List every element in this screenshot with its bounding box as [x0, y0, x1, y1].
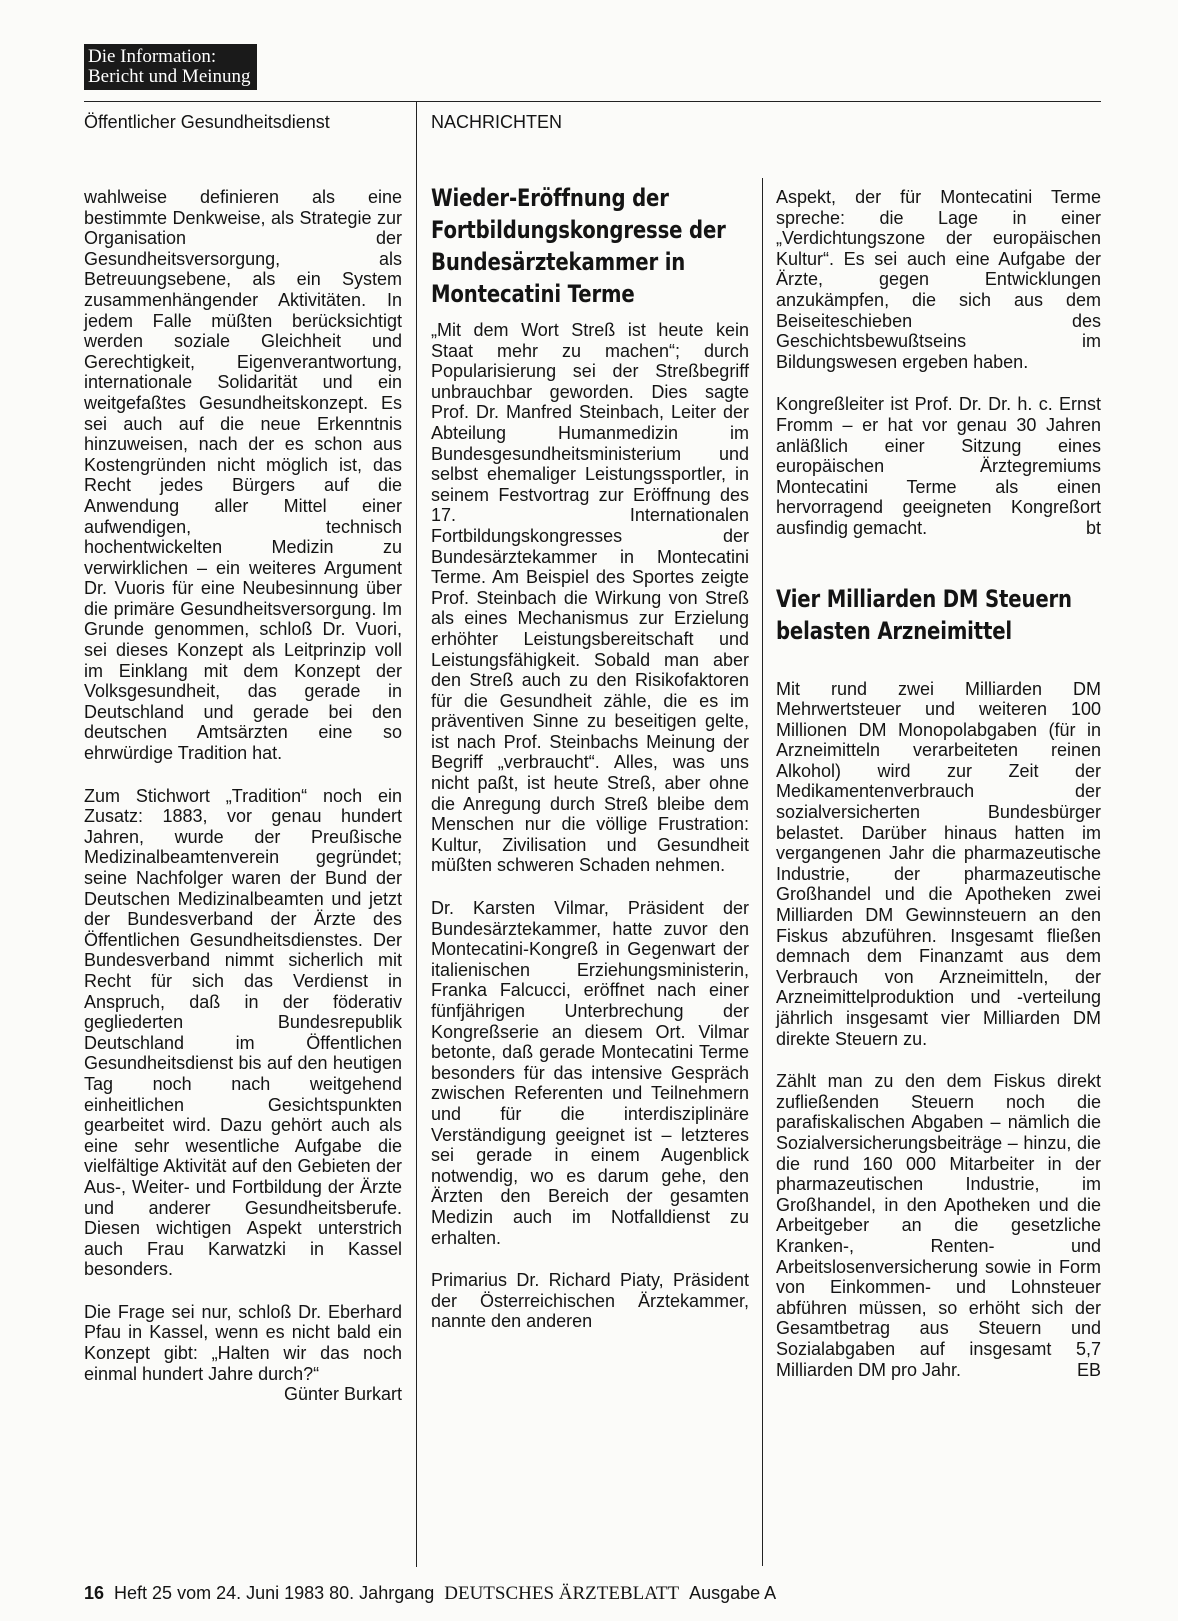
article2-signature: EB	[1076, 1359, 1101, 1380]
author-signature: Günter Burkart	[283, 1384, 402, 1405]
column-1	[84, 187, 402, 1406]
article1-paragraph-5-text: Kongreßleiter ist Prof. Dr. Dr. h. c. Ernst Fromm – er hat vor genau 30 Jahren anläßlich einer Sitzung eines europäischen Ärztegremiums Montecatini Terme als einen hervorragend geeigneten Kongreßort ausfindig gemacht.	[776, 394, 1101, 538]
article1-signature: bt	[1085, 517, 1101, 538]
masthead-line-1: Die Information:	[88, 46, 217, 67]
column-rule-2	[762, 178, 763, 1566]
article2-headline-box	[776, 583, 1101, 679]
article1-paragraph-5	[776, 394, 1101, 538]
publication-name: DEUTSCHES ÄRZTEBLATT	[444, 1583, 680, 1604]
top-rule	[84, 101, 1101, 102]
article1-paragraph-3: Primarius Dr. Richard Piaty, Präsident der Österreichischen Ärztekammer, nannte den anderen	[431, 1270, 749, 1332]
column-3	[776, 187, 1101, 1402]
column-rule-1	[416, 101, 417, 1567]
col1-paragraph-1: wahlweise definieren als eine bestimmte Denkweise, als Strategie zur Organisation der Gesundheitsversorgung, als Betreuungsebene, als ein System zusammenhängender Aktivitäten. In jedem Falle müßten berücksichtigt werden soziale Gleichheit und Gerechtigkeit, Eigenverantwortung, internationale Solidarität und ein weitgefaßtes Gesundheitskonzept. Es sei auch auf die neue Erkenntnis hinzuweisen, nach der es schon aus Kostengründen nicht möglich ist, das Recht jedes Bürgers auf die Anwendung aller Mittel einer aufwendigen, technisch hochentwickelten Medizin zu verwirklichen – ein weiteres Argument Dr. Vuoris für eine Neubesinnung über die primäre Gesundheitsversorgung. Im Grunde genommen, schloß Dr. Vuori, sei dieses Konzept als Leitprinzip voll im Einklang mit dem Konzept der Volksgesundheit, das gerade in Deutschland und gerade bei den deutschen Amtsärzten eine so ehrwürdige Tradition hat.	[84, 187, 402, 764]
article1-paragraph-2: Dr. Karsten Vilmar, Präsident der Bundesärztekammer, hatte zuvor den Montecatini-Kongreß in Gegenwart der italienischen Erziehungsministerin, Franka Falcucci, eröffnet nach einer fünfjährigen Unterbrechung der Kongreßserie an diesem Ort. Vilmar betonte, daß gerade Montecatini Terme besonders für das intensive Gespräch zwischen Referenten und Teilnehmern und für die interdisziplinäre Verständigung geeignet ist – letzteres sei gerade in einem Augenblick notwendig, wo es darum gehe, den Ärzten den Bereich der gesamten Medizin auch im Notfalldienst zu erhalten.	[431, 898, 749, 1248]
article1-paragraph-4: Aspekt, der für Montecatini Terme spreche: die Lage in einer „Verdichtungszone der europäischen Kultur“. Es sei auch eine Aufgabe der Ärzte, gegen Entwicklungen anzukämpfen, die sich aus dem Beiseiteschieben des Geschichtsbewußtseins im Bildungswesen ergeben haben.	[776, 187, 1101, 372]
masthead	[84, 44, 257, 90]
article1-headline: Wieder-Eröffnung der Fortbildungskongresse der Bundesärztekammer in Montecatini Terme	[431, 184, 726, 308]
edition-label: Ausgabe A	[689, 1583, 777, 1603]
article2-paragraph-2	[776, 1071, 1101, 1380]
page-footer	[84, 1583, 776, 1605]
col1-paragraph-3	[84, 1301, 402, 1405]
section-label-right: NACHRICHTEN	[431, 112, 563, 132]
article1-headline-box	[431, 182, 749, 320]
page-number: 16	[84, 1583, 105, 1603]
col1-paragraph-2: Zum Stichwort „Tradition“ noch ein Zusatz: 1883, vor genau hundert Jahren, wurde der Preußische Medizinalbeamtenverein gegründet; seine Nachfolger waren der Bund der Deutschen Medizinalbeamten und jetzt der Bundesverband der Ärzte des Öffentlichen Gesundheitsdienstes. Der Bundesverband nimmt sicherlich mit Recht für sich das Verdienst in Anspruch, daß in der föderativ gegliederten Bundesrepublik Deutschland im Öffentlichen Gesundheitsdienst bis auf den heutigen Tag noch nach weitgehend einheitlichen Gesichtspunkten gearbeitet wird. Dazu gehört auch als eine sehr wesentliche Aufgabe die vielfältige Aktivität auf den Gebieten der Aus-, Weiter- und Fortbildung der Ärzte und anderer Gesundheitsberufe. Diesen wichtigen Aspekt unterstrich auch Frau Karwatzki in Kassel besonders.	[84, 785, 402, 1280]
col1-paragraph-3-text: Die Frage sei nur, schloß Dr. Eberhard Pfau in Kassel, wenn es nicht bald ein Konzept gibt: „Halten wir das noch einmal hundert Jahre durch?“	[84, 1301, 402, 1384]
article2-headline: Vier Milliarden DM Steuern belasten Arzneimittel	[776, 584, 1072, 645]
article2-paragraph-2-text: Zählt man zu den dem Fiskus direkt zufließenden Steuern noch die parafiskalischen Abgaben – nämlich die Sozialversicherungsbeiträge – hinzu, die die rund 160 000 Mitarbeiter in der pharmazeutischen Industrie, im Großhandel, in den Apotheken und die Arbeitgeber an die gesetzliche Kranken-, Renten- und Arbeitslosenversicherung sowie in Form von Einkommen- und Lohnsteuer abführen müssen, so erhöht sich der Gesamtbetrag aus Steuern und Sozialabgaben auf insgesamt 5,7 Milliarden DM pro Jahr.	[776, 1071, 1101, 1380]
article2-paragraph-1: Mit rund zwei Milliarden DM Mehrwertsteuer und weiteren 100 Millionen DM Monopolabgaben (für in Arzneimitteln verarbeiteten reinen Alkohol) wird zur Zeit der Medikamentenverbrauch der sozialversicherten Bundesbürger belastet. Darüber hinaus hatten im vergangenen Jahr die pharmazeutische Industrie, der pharmazeutische Großhandel und die Apotheken zwei Milliarden DM Gewinnsteuern an den Fiskus abzuführen. Insgesamt fließen demnach dem Finanzamt aus dem Verbrauch von Arzneimitteln, der Arzneimittelproduktion und -verteilung jährlich insgesamt vier Milliarden DM direkte Steuern zu.	[776, 678, 1101, 1049]
issue-info: Heft 25 vom 24. Juni 1983 80. Jahrgang	[114, 1583, 435, 1603]
article1-paragraph-1: „Mit dem Wort Streß ist heute kein Staat mehr zu machen“; durch Popularisierung sei der Streßbegriff unbrauchbar geworden. Dies sagte Prof. Dr. Manfred Steinbach, Leiter der Abteilung Humanmedizin im Bundesgesundheitsministerium und selbst ehemaliger Leistungssportler, in seinem Festvortrag zur Eröffnung des 17. Internationalen Fortbildungskongresses der Bundesärztekammer in Montecatini Terme. Am Beispiel des Sportes zeigte Prof. Steinbach die Wirkung von Streß als eines Mechanismus zur Erzielung erhöhter Leistungsbereitschaft und Leistungsfähigkeit. Sobald man aber den Streß auch zu den Risikofaktoren für die Gesundheit zähle, die es im präventiven Sinne zu beseitigen gelte, ist nach Prof. Steinbachs Meinung der Begriff „verbraucht“. Alles, was uns nicht paßt, ist heute Streß, aber ohne die Anregung durch Streß bleibe dem Menschen nur die völlige Frustration: Kultur, Zivilisation und Gesundheit müßten schweren Schaden nehmen.	[431, 320, 749, 876]
section-label-left: Öffentlicher Gesundheitsdienst	[84, 112, 330, 132]
masthead-line-2: Bericht und Meinung	[88, 66, 251, 87]
column-2	[431, 182, 749, 1354]
